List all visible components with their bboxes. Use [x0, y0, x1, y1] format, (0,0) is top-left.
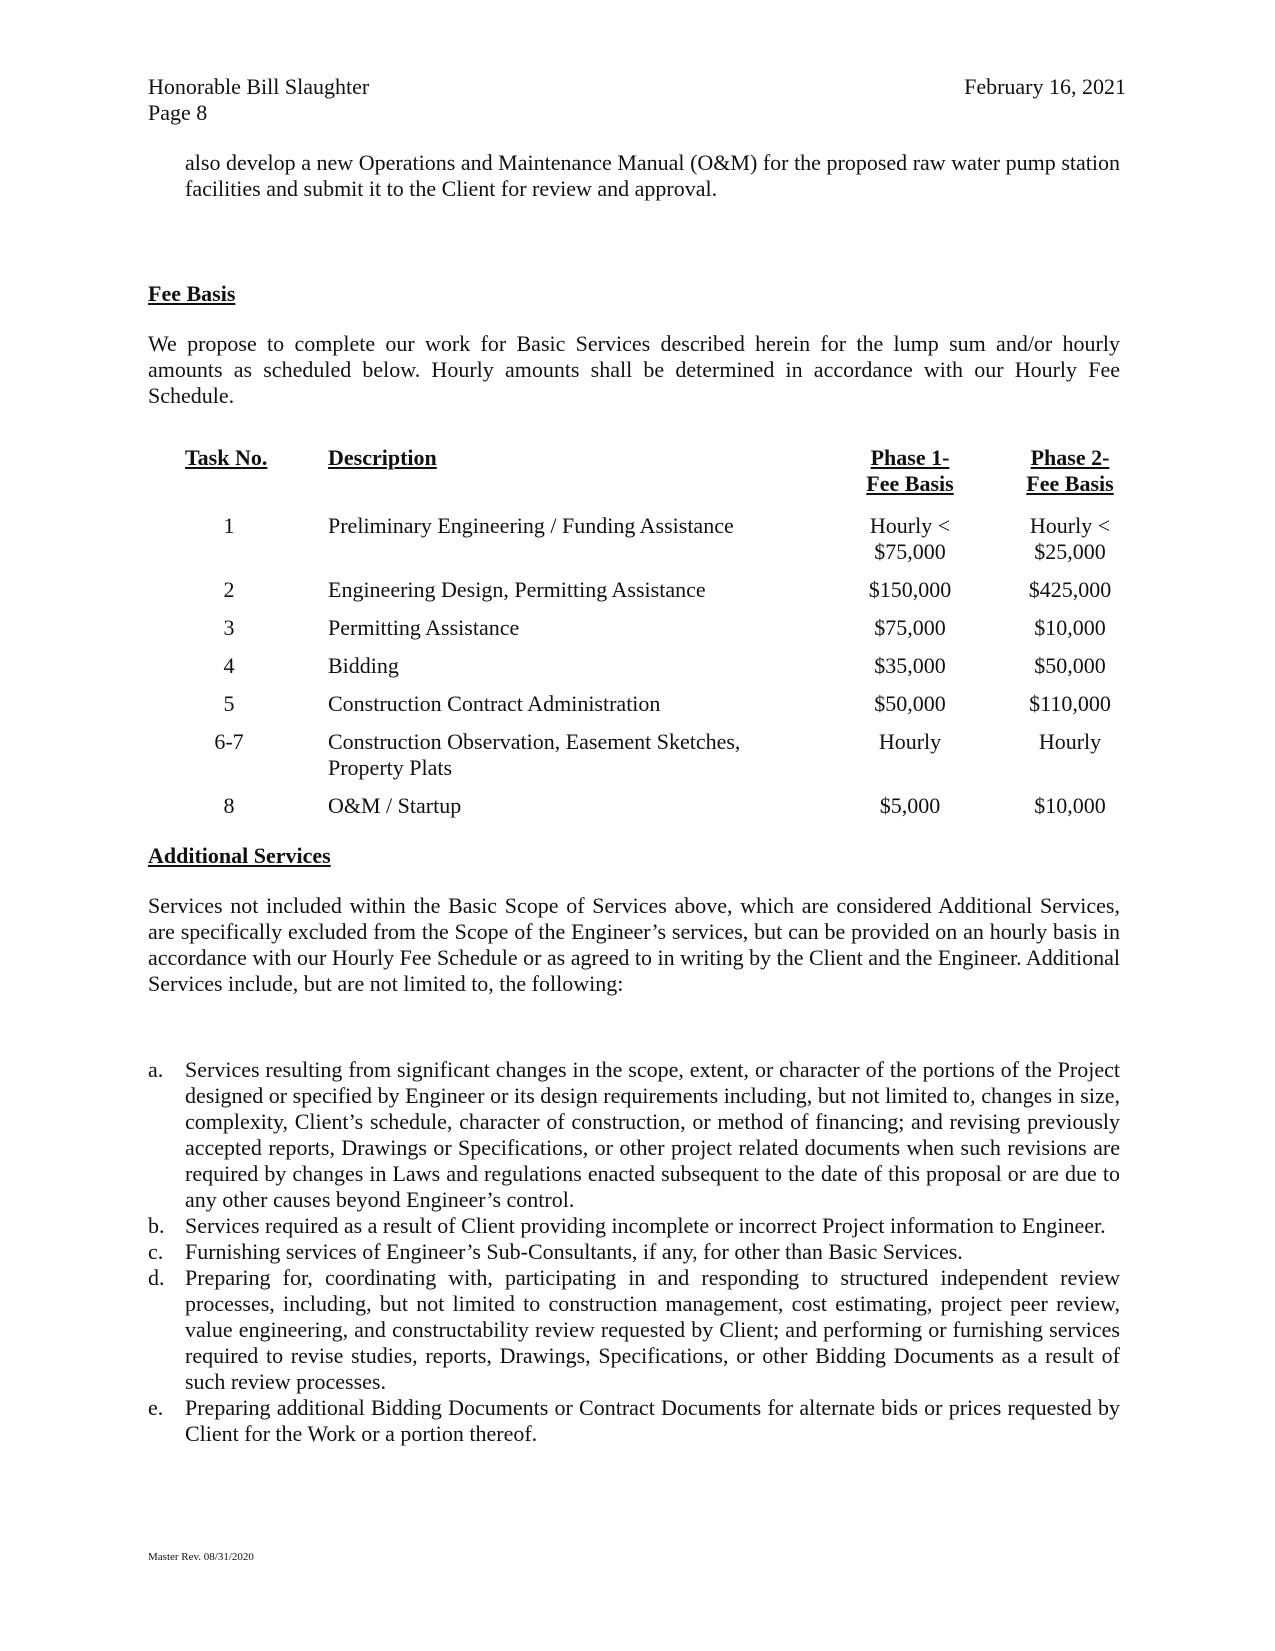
col-phase1-line1: Phase 1- — [870, 445, 950, 470]
task-number: 2 — [223, 577, 235, 602]
task-number: 1 — [223, 513, 235, 538]
table-row — [185, 793, 1150, 831]
task-description: Construction Contract Administration — [328, 691, 661, 716]
fee-table — [185, 445, 1150, 831]
phase2-fee: $425,000 — [1028, 577, 1112, 602]
task-description: Engineering Design, Permitting Assistance — [328, 577, 706, 602]
task-description: Preliminary Engineering / Funding Assistance — [328, 513, 734, 538]
task-number: 5 — [223, 691, 235, 716]
recipient-name: Honorable Bill Slaughter — [148, 74, 370, 99]
task-description: O&M / Startup — [328, 793, 462, 818]
phase1-fee: $150,000 — [868, 577, 952, 602]
table-row — [185, 691, 1150, 729]
phase2-fee: $10,000 — [1034, 615, 1106, 640]
list-item-text: Furnishing services of Engineer’s Sub-Consultants, if any, for other than Basic Services. — [185, 1239, 963, 1264]
task-description: Permitting Assistance — [328, 615, 520, 640]
table-row — [185, 653, 1150, 691]
additional-services-paragraph: Services not included within the Basic Scope of Services above, which are considered Additional Services, are specifically excluded from the Scope of the Engineer’s services, but can be provided on an hourly basis in accordance with our Hourly Fee Schedule or as agreed to in writing by the Client and the Engineer. Additional Services include, but are not limited to, the following: — [148, 893, 1121, 996]
list-item-text: Preparing additional Bidding Documents or Contract Documents for alternate bids or prices requested by Client for the Work or a portion thereof. — [185, 1395, 1120, 1446]
fee-table-header-row — [185, 445, 1150, 513]
task-number: 3 — [223, 615, 235, 640]
phase2-fee: Hourly — [1038, 729, 1102, 754]
list-marker: a. — [148, 1057, 164, 1082]
list-marker: c. — [148, 1239, 164, 1264]
list-item — [148, 1239, 1120, 1265]
intro-paragraph: also develop a new Operations and Maintenance Manual (O&M) for the proposed raw water pump station facilities and submit it to the Client for review and approval. — [185, 150, 1120, 201]
additional-services-list — [148, 1057, 1120, 1447]
col-phase1-line2: Fee Basis — [866, 471, 954, 496]
list-item-text: Services required as a result of Client providing incomplete or incorrect Project information to Engineer. — [185, 1213, 1106, 1238]
list-marker: e. — [148, 1395, 164, 1420]
list-item-text: Preparing for, coordinating with, participating in and responding to structured independent review processes, including, but not limited to construction management, cost estimating, project peer review, value engineering, and constructability review requested by Client; and performing or furnishing services required to revise studies, reports, Drawings, Specifications, or other Bidding Documents as a result of such review processes. — [185, 1265, 1120, 1394]
task-description: Construction Observation, Easement Sketches, Property Plats — [328, 729, 741, 780]
phase1-fee: $75,000 — [874, 615, 946, 640]
phase2-fee: Hourly < $25,000 — [1029, 513, 1111, 564]
task-number: 8 — [223, 793, 235, 818]
phase1-fee: Hourly < $75,000 — [869, 513, 951, 564]
phase1-fee: $50,000 — [874, 691, 946, 716]
list-item — [148, 1057, 1120, 1213]
page-number: Page 8 — [148, 100, 208, 125]
table-row — [185, 577, 1150, 615]
list-item — [148, 1395, 1120, 1447]
letter-header-left — [148, 74, 369, 126]
task-number: 6-7 — [214, 729, 244, 754]
phase2-fee: $110,000 — [1029, 691, 1111, 716]
col-phase2-line2: Fee Basis — [1026, 471, 1114, 496]
list-marker: b. — [148, 1213, 165, 1238]
letter-date: February 16, 2021 — [964, 74, 1126, 99]
additional-services-heading: Additional Services — [148, 843, 331, 868]
table-row — [185, 513, 1150, 577]
col-phase1 — [830, 445, 990, 513]
phase2-fee: $50,000 — [1034, 653, 1106, 678]
fee-basis-heading: Fee Basis — [148, 281, 236, 306]
footer-revision: Master Rev. 08/31/2020 — [148, 1551, 254, 1563]
phase1-fee: $35,000 — [874, 653, 946, 678]
phase1-fee: $5,000 — [879, 793, 941, 818]
list-marker: d. — [148, 1265, 165, 1290]
col-phase2 — [990, 445, 1150, 513]
task-number: 4 — [223, 653, 235, 678]
task-description: Bidding — [328, 653, 399, 678]
list-item — [148, 1265, 1120, 1395]
col-task-no: Task No. — [185, 445, 268, 470]
phase2-fee: $10,000 — [1034, 793, 1106, 818]
list-item-text: Services resulting from significant changes in the scope, extent, or character of the portions of the Project designed or specified by Engineer or its design requirements including, but not limited to, changes in size, complexity, Client’s schedule, character of construction, or method of financing; and revising previously accepted reports, Drawings or Specifications, or other project related documents when such revisions are required by changes in Laws and regulations enacted subsequent to the date of this proposal or are due to any other causes beyond Engineer’s control. — [185, 1057, 1120, 1212]
list-item — [148, 1213, 1120, 1239]
table-row — [185, 729, 1150, 793]
table-row — [185, 615, 1150, 653]
fee-basis-paragraph: We propose to complete our work for Basic Services described herein for the lump sum and/or hourly amounts as scheduled below. Hourly amounts shall be determined in accordance with our Hourly Fee Schedule. — [148, 331, 1120, 408]
col-description: Description — [328, 445, 437, 470]
col-phase2-line1: Phase 2- — [1030, 445, 1110, 470]
phase1-fee: Hourly — [878, 729, 942, 754]
